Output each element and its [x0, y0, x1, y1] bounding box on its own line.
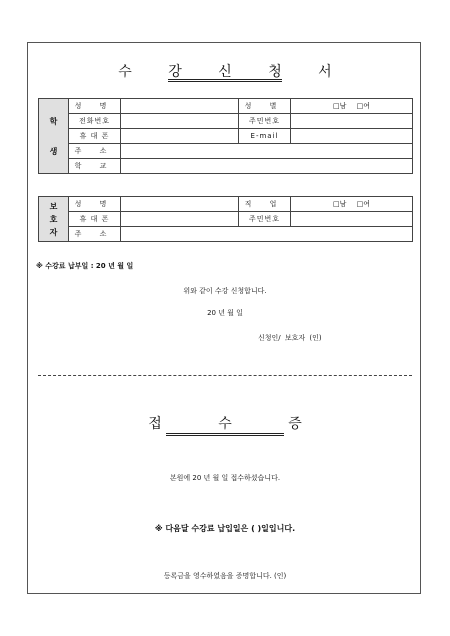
receipt-title: 접 수 증 — [148, 416, 328, 432]
student-name-label: 성 명 — [69, 99, 121, 114]
table-row — [39, 212, 413, 227]
guardian-address-label: 주 소 — [69, 227, 121, 242]
student-table — [38, 98, 413, 174]
guardian-name-label: 성 명 — [69, 197, 121, 212]
guardian-group-label: 보 호 자 — [39, 197, 69, 242]
table-row — [39, 114, 413, 129]
student-phone-label: 전화번호 — [69, 114, 121, 129]
table-row — [39, 129, 413, 144]
receipt-title-underline — [166, 433, 284, 436]
signature-line: 신청인/ 보호자 (인) — [258, 334, 322, 342]
student-group-label: 학 생 — [39, 99, 69, 174]
title-underline — [168, 79, 282, 82]
student-gender-checkboxes[interactable]: □남 □여 — [291, 99, 413, 114]
guardian-mobile-field[interactable] — [121, 212, 239, 227]
cut-line — [38, 375, 412, 376]
student-email-label: E-mail — [239, 129, 291, 144]
application-page — [27, 42, 421, 594]
student-name-field[interactable] — [121, 99, 239, 114]
student-rrn-label: 주민번호 — [239, 114, 291, 129]
table-row — [39, 159, 413, 174]
application-date: 20 년 월 일 — [207, 309, 243, 317]
table-row — [39, 227, 413, 242]
table-row — [39, 197, 413, 212]
student-address-label: 주 소 — [69, 144, 121, 159]
guardian-job-label: 직 업 — [239, 197, 291, 212]
receipt-received-line: 본원에 20 년 월 일 접수하셨습니다. — [169, 474, 281, 482]
student-school-label: 학 교 — [69, 159, 121, 174]
guardian-address-field[interactable] — [121, 227, 413, 242]
guardian-rrn-field[interactable] — [291, 212, 413, 227]
apply-statement: 위와 같이 수강 신청합니다. — [183, 287, 267, 295]
guardian-table — [38, 196, 413, 242]
student-gender-label: 성 별 — [239, 99, 291, 114]
form-title: 수 강 신 청 서 — [118, 64, 348, 80]
table-row — [39, 99, 413, 114]
guardian-name-field[interactable] — [121, 197, 239, 212]
receipt-proof-line: 등록금을 영수하였음을 증명합니다. (인) — [163, 572, 287, 580]
student-rrn-field[interactable] — [291, 114, 413, 129]
student-mobile-label: 휴 대 폰 — [69, 129, 121, 144]
student-mobile-field[interactable] — [121, 129, 239, 144]
student-email-field[interactable] — [291, 129, 413, 144]
student-phone-field[interactable] — [121, 114, 239, 129]
table-row — [39, 144, 413, 159]
payment-date-note: ※ 수강료 납부일 : 20 년 월 일 — [36, 262, 134, 270]
guardian-rrn-label: 주민번호 — [239, 212, 291, 227]
student-school-field[interactable] — [121, 159, 413, 174]
guardian-gender-checkboxes[interactable]: □남 □여 — [291, 197, 413, 212]
next-payment-note: ※ 다음달 수강료 납입일은 ( )일입니다. — [154, 524, 296, 533]
guardian-mobile-label: 휴 대 폰 — [69, 212, 121, 227]
student-address-field[interactable] — [121, 144, 413, 159]
